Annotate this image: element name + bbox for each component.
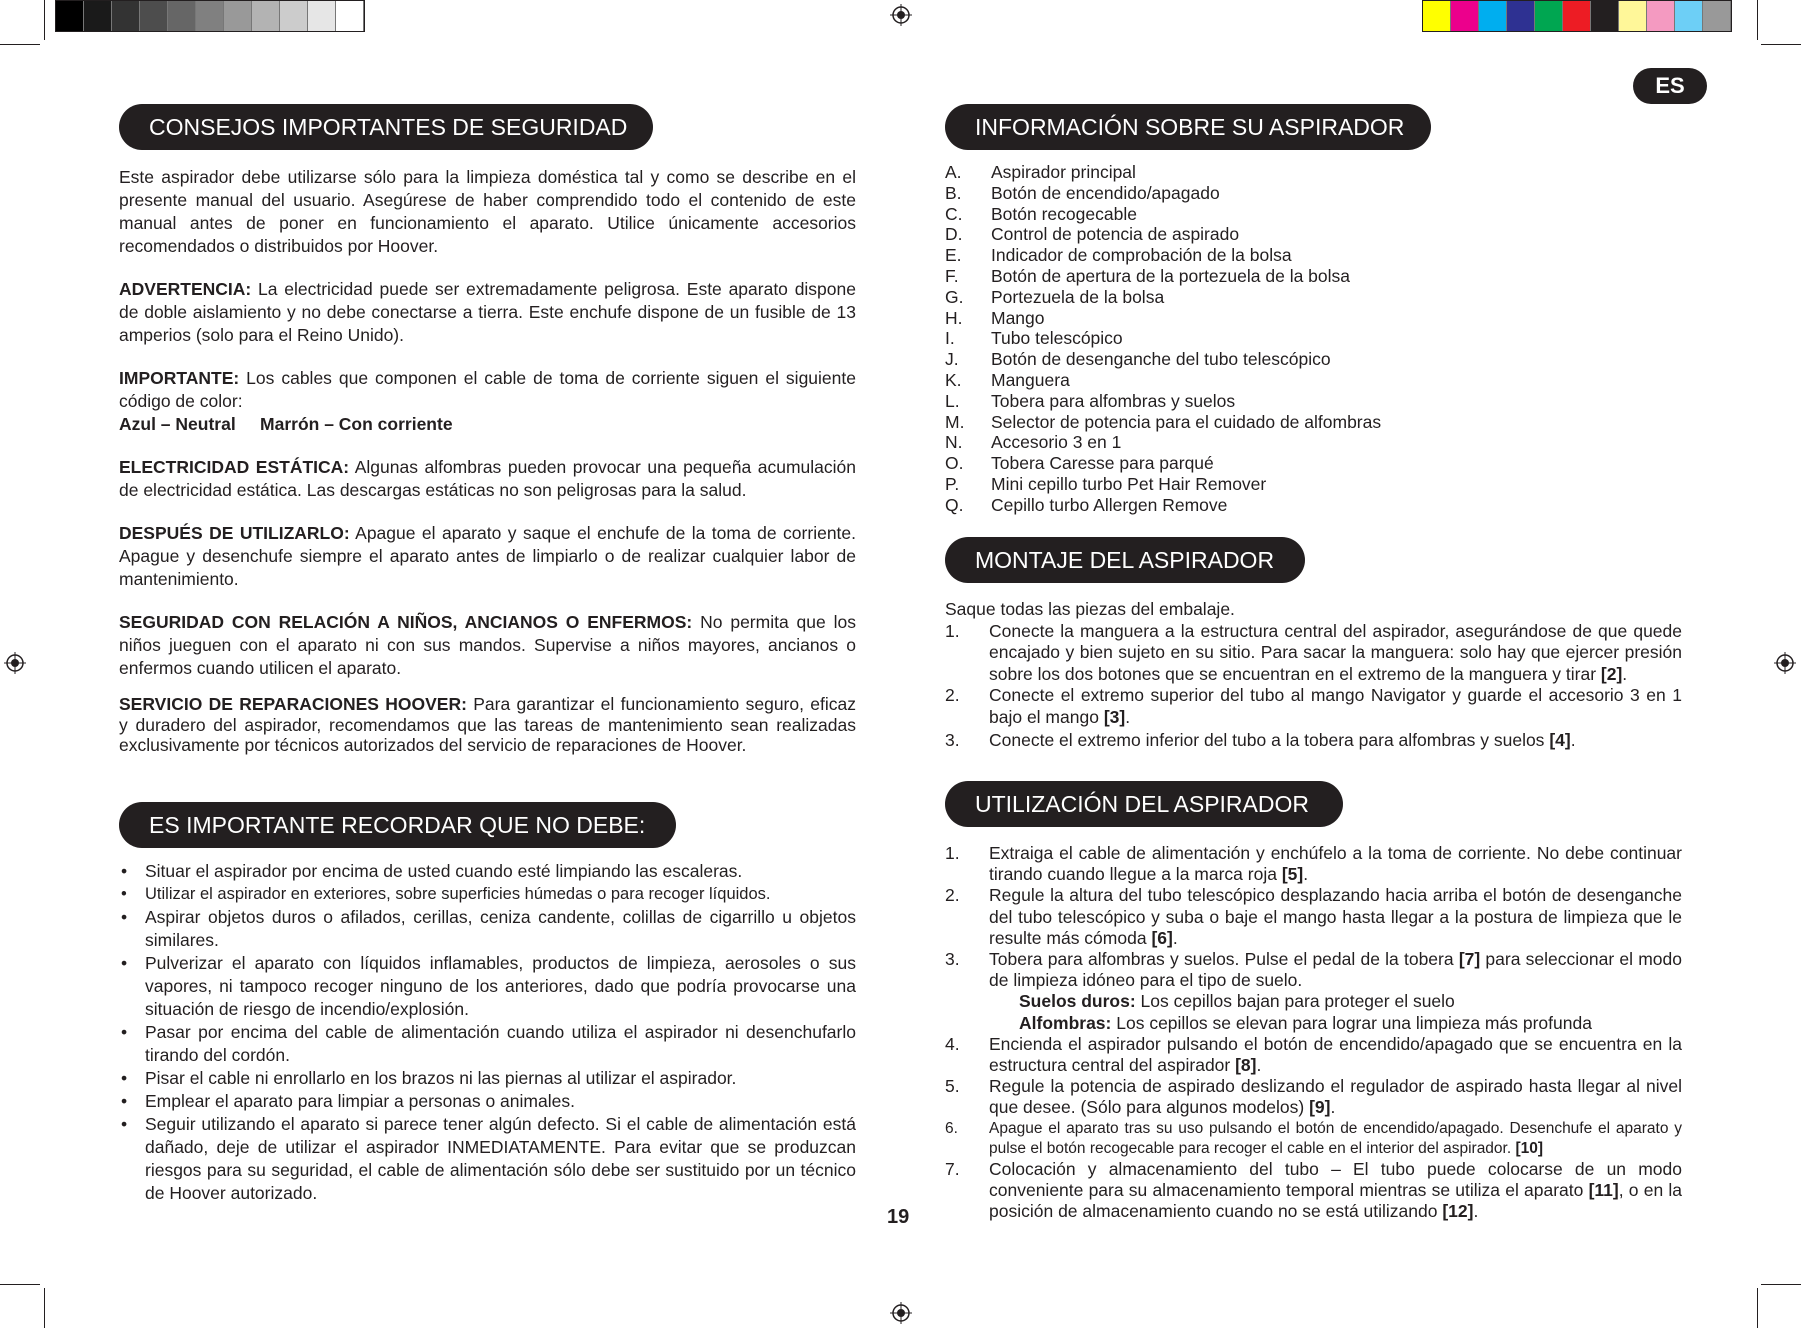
color-swatch xyxy=(336,1,364,31)
part-letter: J. xyxy=(945,349,959,370)
step-text: Encienda el aspirador pulsando el botón de encendido/apagado que se encuentra en la estructura central del aspirador xyxy=(989,1033,1682,1076)
list-item xyxy=(945,1119,1682,1159)
after-use-label: DESPUÉS DE UTILIZARLO: xyxy=(119,523,350,543)
step-text: Colocación y almacenamiento del tubo – El tubo puede colocarse de un modo conveniente para su almacenamiento temporal mientras se utiliza el aparato xyxy=(989,1158,1682,1200)
color-swatch xyxy=(1703,1,1731,31)
assembly-intro: Saque todas las piezas del embalaje. xyxy=(945,599,1235,619)
part-name: Cepillo turbo Allergen Remove xyxy=(991,494,1228,515)
figure-ref: [6] xyxy=(1151,927,1173,948)
part-name: Selector de potencia para el cuidado de alfombras xyxy=(991,411,1382,432)
part-name: Botón recogecable xyxy=(991,203,1137,224)
list-item xyxy=(945,1159,1682,1223)
list-item xyxy=(945,391,1682,412)
section-header-assembly: MONTAJE DEL ASPIRADOR xyxy=(945,537,1305,583)
step-end: . xyxy=(1125,706,1131,727)
hard-floor-note xyxy=(945,991,1682,1012)
list-item: • Situar el aspirador por encima de usted cuando esté limpiando las escaleras. xyxy=(119,860,856,883)
figure-ref: [2] xyxy=(1600,663,1623,684)
color-swatch xyxy=(1451,1,1479,31)
registration-mark-icon xyxy=(890,1302,912,1324)
list-item xyxy=(945,162,1682,183)
list-item: • Seguir utilizando el aparato si parece tener algún defecto. Si el cable de alimentación está dañado, deje de utilizar el aspirador INMEDIATAMENTE. Para evitar que se produzcan riesgos para su seguridad, el cable de alimentación sólo debe ser sustituido por un técnico de Hoover autorizado. xyxy=(119,1113,856,1205)
crop-mark xyxy=(0,1284,40,1285)
color-swatch xyxy=(140,1,168,31)
list-item xyxy=(945,730,1682,752)
service-paragraph xyxy=(119,694,856,756)
figure-ref: [5] xyxy=(1281,864,1304,885)
list-item xyxy=(945,328,1682,349)
color-swatch xyxy=(224,1,252,31)
list-item xyxy=(945,1076,1682,1118)
grayscale-color-bar xyxy=(55,0,365,32)
section-header-safety: CONSEJOS IMPORTANTES DE SEGURIDAD xyxy=(119,104,653,150)
step-end: . xyxy=(1330,1097,1336,1118)
crop-mark xyxy=(0,44,40,45)
color-swatch xyxy=(168,1,196,31)
part-letter: O. xyxy=(945,453,964,474)
part-name: Manguera xyxy=(991,369,1070,390)
color-swatch xyxy=(1675,1,1703,31)
crop-mark xyxy=(44,0,45,40)
crop-mark xyxy=(1761,1284,1801,1285)
hard-floor-label: Suelos duros: xyxy=(1019,991,1136,1012)
list-item xyxy=(945,495,1682,516)
color-swatch xyxy=(1591,1,1619,31)
part-name: Botón de encendido/apagado xyxy=(991,182,1220,203)
section-header-usage: UTILIZACIÓN DEL ASPIRADOR xyxy=(945,781,1343,827)
section-header-info: INFORMACIÓN SOBRE SU ASPIRADOR xyxy=(945,104,1431,150)
part-name: Aspirador principal xyxy=(991,162,1136,182)
safety-section xyxy=(119,166,856,756)
step-text-cont: , o en la posición de almacenamiento cuando no se está utilizando xyxy=(989,1179,1682,1222)
list-item: • Emplear el aparato para limpiar a personas o animales. xyxy=(119,1090,856,1113)
donts-list xyxy=(119,860,856,1205)
crop-mark xyxy=(1757,1288,1758,1328)
language-badge: ES xyxy=(1633,68,1707,104)
static-label: ELECTRICIDAD ESTÁTICA: xyxy=(119,457,350,477)
important-text: Los cables que componen el cable de toma de corriente siguen el siguiente código de color: xyxy=(119,368,856,411)
figure-ref: [3] xyxy=(1103,706,1126,727)
warning-text: La electricidad puede ser extremadamente peligrosa. Este aparato dispone de doble aislamiento y no debe conectarse a tierra. Este enchufe dispone de un fusible de 13 amperios (solo para el Reino Unido). xyxy=(119,279,856,345)
blue-wire: Azul – Neutral xyxy=(119,414,236,434)
list-item xyxy=(945,843,1682,885)
part-letter: M. xyxy=(945,411,965,432)
color-swatch xyxy=(112,1,140,31)
step-text: Regule la potencia de aspirado deslizando el regulador de aspirado hasta llegar al nivel que desee. (Sólo para algunos modelos) xyxy=(989,1076,1682,1118)
important-label: IMPORTANTE: xyxy=(119,368,240,388)
step-end: . xyxy=(1622,663,1628,684)
list-item: • Pulverizar el aparato con líquidos inflamables, productos de limpieza, aerosoles o sus vapores, ni tampoco recoger ninguno de los anteriores, dado que podría provocarse una situación de riesgo de incendio/explosión. xyxy=(119,952,856,1021)
service-text: Para garantizar el funcionamiento seguro, eficaz y duradero del aspirador, recomendamos que las tareas de mantenimiento sean realizadas exclusivamente por técnicos autorizados del servicio de reparaciones de Hoover. xyxy=(119,694,856,755)
part-name: Botón de apertura de la portezuela de la bolsa xyxy=(991,265,1351,286)
step-number: 5. xyxy=(945,1076,960,1097)
list-item xyxy=(945,183,1682,204)
step-text: Regule la altura del tubo telescópico desplazando hacia arriba el botón de desenganche del tubo telescópico y suba o baje el mango hasta llegar a la postura de limpieza que le resulte más cómoda xyxy=(989,885,1682,948)
children-text: No permita que los niños jueguen con el aparato ni con sus mandos. Supervise a niños mayores, ancianos o enfermos cuando utilicen el aparato. xyxy=(119,612,856,678)
figure-ref: [11] xyxy=(1588,1179,1619,1200)
list-item xyxy=(945,949,1682,991)
step-number: 4. xyxy=(945,1033,960,1054)
step-end: . xyxy=(1303,864,1309,885)
part-letter: C. xyxy=(945,203,963,224)
registration-mark-icon xyxy=(1774,652,1796,674)
part-name: Indicador de comprobación de la bolsa xyxy=(991,245,1292,266)
assembly-section xyxy=(945,599,1682,752)
step-number: 6. xyxy=(945,1119,958,1137)
process-color-bar xyxy=(1422,0,1732,32)
after-use-paragraph xyxy=(119,522,856,591)
brown-wire: Marrón – Con corriente xyxy=(260,414,453,434)
part-letter: P. xyxy=(945,473,960,494)
figure-ref: [9] xyxy=(1309,1097,1331,1118)
part-name: Mango xyxy=(991,307,1045,328)
color-swatch xyxy=(1647,1,1675,31)
step-text: Tobera para alfombras y suelos. Pulse el pedal de la tobera xyxy=(989,949,1459,970)
step-number: 2. xyxy=(945,685,960,705)
list-item xyxy=(945,432,1682,453)
page-number: 19 xyxy=(887,1206,910,1228)
part-name: Mini cepillo turbo Pet Hair Remover xyxy=(991,473,1267,494)
list-item xyxy=(945,474,1682,495)
hard-floor-text: Los cepillos bajan para proteger el suelo xyxy=(1135,991,1455,1012)
list-item xyxy=(945,1034,1682,1076)
carpet-note xyxy=(945,1013,1682,1034)
step-end: . xyxy=(1172,927,1178,948)
step-number: 2. xyxy=(945,885,960,906)
list-item xyxy=(945,621,1682,686)
carpet-text: Los cepillos se elevan para lograr una limpieza más profunda xyxy=(1111,1012,1592,1033)
registration-mark-icon xyxy=(4,652,26,674)
cable-colors xyxy=(119,413,856,436)
color-swatch xyxy=(252,1,280,31)
carpet-label: Alfombras: xyxy=(1019,1012,1112,1033)
step-number: 3. xyxy=(945,949,960,970)
part-letter: I. xyxy=(945,328,955,349)
color-swatch xyxy=(84,1,112,31)
part-letter: G. xyxy=(945,286,964,307)
part-letter: E. xyxy=(945,245,962,266)
service-label: SERVICIO DE REPARACIONES HOOVER: xyxy=(119,694,467,714)
step-number: 7. xyxy=(945,1158,960,1179)
step-number: 1. xyxy=(945,620,960,641)
usage-section xyxy=(945,843,1682,1222)
part-name: Tobera para alfombras y suelos xyxy=(991,390,1236,411)
step-end: para seleccionar el modo de limpieza idóneo para el tipo de suelo. xyxy=(989,949,1682,991)
part-name: Tobera Caresse para parqué xyxy=(991,453,1214,474)
list-item: • Aspirar objetos duros o afilados, cerillas, ceniza candente, colillas de cigarrillo u objetos similares. xyxy=(119,906,856,952)
list-item xyxy=(945,370,1682,391)
list-item xyxy=(945,266,1682,287)
part-letter: L. xyxy=(945,390,960,411)
figure-ref: [7] xyxy=(1458,949,1481,970)
step-text: Conecte la manguera a la estructura central del aspirador, asegurándose de que quede encajado y bien sujeto en su sitio. Para sacar la manguera: solo hay que ejercer presión sobre los dos botones que se encuentran en el extremo de la manguera y tirar xyxy=(989,620,1682,684)
list-item xyxy=(945,349,1682,370)
crop-mark xyxy=(1761,44,1801,45)
step-end: . xyxy=(1473,1201,1479,1222)
part-name: Tubo telescópico xyxy=(991,328,1123,349)
color-swatch xyxy=(280,1,308,31)
safety-intro: Este aspirador debe utilizarse sólo para la limpieza doméstica tal y como se describe en el presente manual del usuario. Asegúrese de haber comprendido todo el contenido de este manual antes de poner en funcionamiento el aparato. Utilice únicamente accesorios recomendados o distribuidos por Hoover. xyxy=(119,167,856,256)
color-swatch xyxy=(1479,1,1507,31)
part-letter: N. xyxy=(945,432,963,453)
registration-mark-icon xyxy=(890,4,912,26)
list-item: • Utilizar el aspirador en exteriores, sobre superficies húmedas o para recoger líquidos. xyxy=(119,883,856,906)
part-letter: K. xyxy=(945,369,962,390)
list-item xyxy=(945,204,1682,225)
important-paragraph xyxy=(119,367,856,413)
part-letter: H. xyxy=(945,307,963,328)
list-item xyxy=(945,885,1682,949)
section-header-donts: ES IMPORTANTE RECORDAR QUE NO DEBE: xyxy=(119,802,676,848)
warning-paragraph xyxy=(119,278,856,347)
list-item xyxy=(945,308,1682,329)
part-letter: F. xyxy=(945,265,959,286)
color-swatch xyxy=(1507,1,1535,31)
color-swatch xyxy=(1423,1,1451,31)
list-item xyxy=(945,453,1682,474)
step-text: Conecte el extremo superior del tubo al mango Navigator y guarde el accesorio 3 en 1 bajo el mango xyxy=(989,685,1682,727)
list-item: • Pisar el cable ni enrollarlo en los brazos ni las piernas al utilizar el aspirador. xyxy=(119,1067,856,1090)
list-item: • Pasar por encima del cable de alimentación cuando utiliza el aspirador ni desenchufarlo tirando del cordón. xyxy=(119,1021,856,1067)
static-text: Algunas alfombras pueden provocar una pequeña acumulación de electricidad estática. Las descargas estáticas no son peligrosas para la salud. xyxy=(119,457,856,500)
crop-mark xyxy=(44,1288,45,1328)
step-end: . xyxy=(1256,1055,1262,1076)
figure-ref: [12] xyxy=(1442,1201,1474,1222)
part-name: Botón de desenganche del tubo telescópico xyxy=(991,349,1331,370)
crop-mark xyxy=(1757,0,1758,40)
part-letter: A. xyxy=(945,162,962,182)
step-text: Apague el aparato tras su uso pulsando el botón de encendido/apagado. Desenchufe el aparato y pulse el botón recogecable para recoger el cable en el interior del aspirador. xyxy=(989,1119,1682,1157)
part-name: Control de potencia de aspirado xyxy=(991,224,1240,245)
list-item xyxy=(945,412,1682,433)
parts-list xyxy=(945,162,1682,516)
warning-label: ADVERTENCIA: xyxy=(119,279,252,299)
children-paragraph xyxy=(119,611,856,680)
list-item xyxy=(945,287,1682,308)
part-letter: B. xyxy=(945,182,962,203)
list-item xyxy=(945,245,1682,266)
list-item xyxy=(945,224,1682,245)
step-end: . xyxy=(1570,730,1576,750)
color-swatch xyxy=(1619,1,1647,31)
step-text: Conecte el extremo inferior del tubo a la tobera para alfombras y suelos xyxy=(989,730,1550,750)
static-paragraph xyxy=(119,456,856,502)
color-swatch xyxy=(56,1,84,31)
part-name: Accesorio 3 en 1 xyxy=(991,432,1122,453)
step-text: Extraiga el cable de alimentación y enchúfelo a la toma de corriente. No debe continuar tirando cuando llegue a la marca roja xyxy=(989,843,1682,885)
color-swatch xyxy=(196,1,224,31)
step-number: 3. xyxy=(945,730,960,750)
color-swatch xyxy=(1563,1,1591,31)
figure-ref: [10] xyxy=(1515,1139,1544,1157)
list-item xyxy=(945,685,1682,728)
figure-ref: [4] xyxy=(1549,730,1571,750)
part-name: Portezuela de la bolsa xyxy=(991,286,1165,307)
after-use-text: Apague el aparato y saque el enchufe de la toma de corriente. Apague y desenchufe siempre el aparato antes de limpiarlo o de realizar cualquier labor de mantenimiento. xyxy=(119,523,857,589)
part-letter: Q. xyxy=(945,494,964,515)
color-swatch xyxy=(1535,1,1563,31)
step-number: 1. xyxy=(945,843,960,863)
color-swatch xyxy=(308,1,336,31)
part-letter: D. xyxy=(945,224,963,245)
children-label: SEGURIDAD CON RELACIÓN A NIÑOS, ANCIANOS O ENFERMOS: xyxy=(119,612,693,632)
figure-ref: [8] xyxy=(1235,1055,1257,1076)
